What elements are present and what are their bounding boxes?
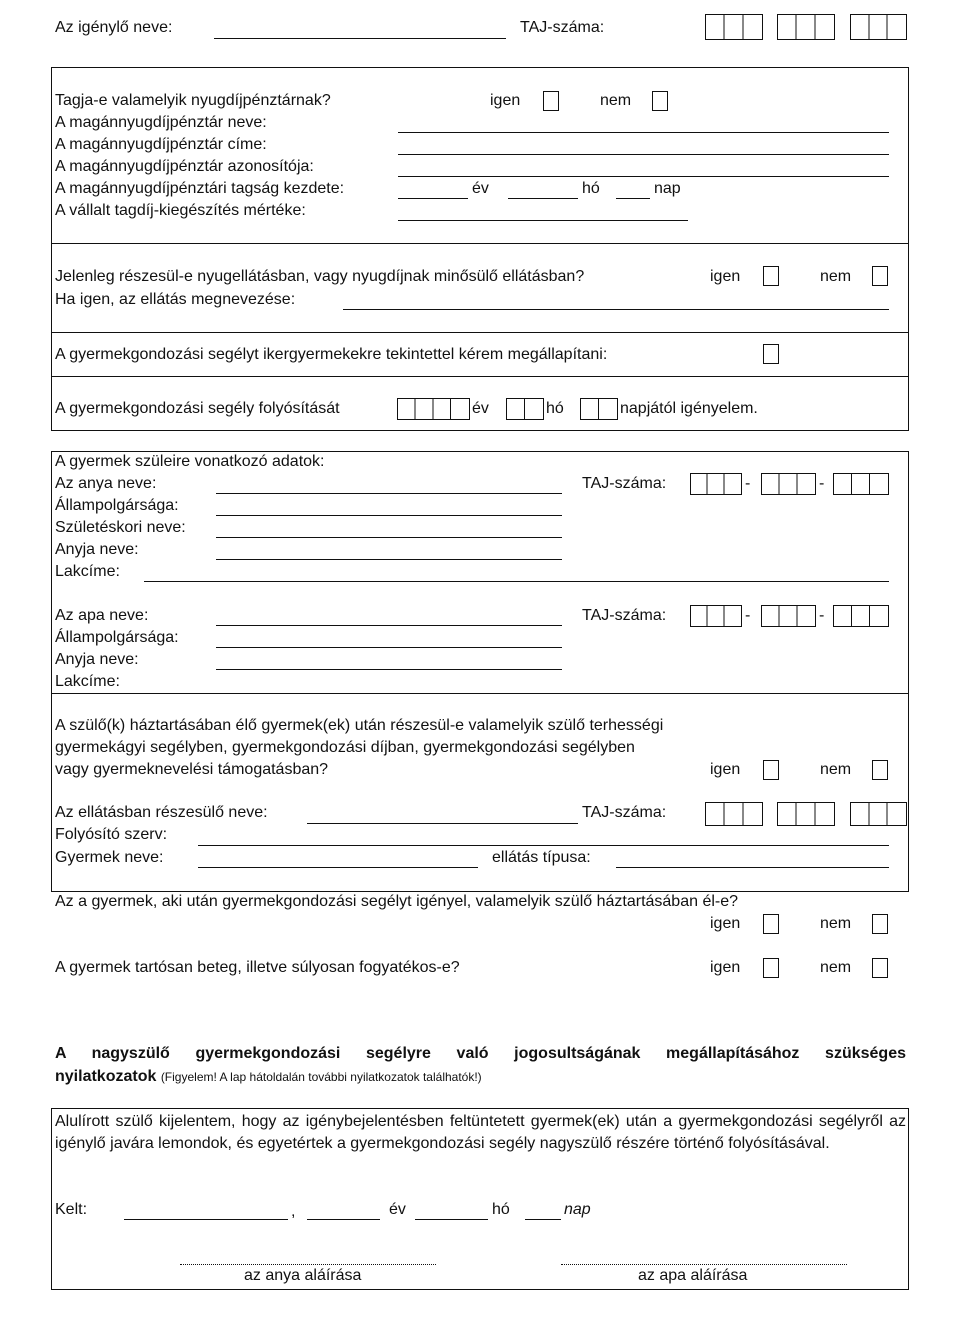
recipient-taj-label: TAJ-száma: [582,804,667,821]
mother-taj-box-1[interactable] [690,473,742,495]
payment-year-box[interactable] [397,398,470,420]
grandparent-heading-cont [55,1068,482,1086]
lives-with-yes-label: igen [710,915,741,932]
payment-month-box[interactable] [506,398,544,420]
membership-year-field[interactable] [398,198,468,199]
contribution-field[interactable] [398,220,688,221]
father-signature-line[interactable] [561,1264,847,1265]
benefit-type-field[interactable] [616,867,889,868]
benefit-no-checkbox[interactable] [872,266,888,286]
benefit-type-label: ellátás típusa: [492,849,591,866]
father-signature-label: az apa aláírása [638,1267,748,1284]
mother-taj-label: TAJ-száma: [582,475,667,492]
father-mothers-name-field[interactable] [216,669,562,670]
child-name-label: Gyermek neve: [55,849,164,866]
ill-yes-checkbox[interactable] [763,958,779,978]
pension-no-label: nem [600,92,632,109]
benefit-name-label: Ha igen, az ellátás megnevezése: [55,291,296,308]
applicant-taj-box-2[interactable] [777,14,835,40]
household-yes-label: igen [710,761,741,778]
date-year-label: év [389,1201,406,1218]
applicant-name-field[interactable] [214,38,506,39]
father-citizenship-field[interactable] [216,647,562,648]
date-year-field[interactable] [307,1219,380,1220]
divider [51,243,909,244]
twins-checkbox[interactable] [763,344,779,364]
mother-taj-box-3[interactable] [833,473,889,495]
pension-question: Tagja-e valamelyik nyugdíjpénztárnak? [55,92,331,109]
father-name-label: Az apa neve: [55,607,149,624]
mother-signature-line[interactable] [180,1264,436,1265]
child-ill-question: A gyermek tartósan beteg, illetve súlyosan fogyatékos-e? [55,959,460,976]
household-no-checkbox[interactable] [872,760,888,780]
household-no-label: nem [820,761,852,778]
date-place-field[interactable] [124,1219,288,1220]
ill-yes-label: igen [710,959,741,976]
taj-dash: - [745,607,751,624]
household-question-line1: A szülő(k) háztartásában élő gyermek(ek) után részesül-e valamelyik szülő terhességi [55,717,664,734]
membership-start-label: A magánnyugdíjpénztári tagság kezdete: [55,180,345,197]
lives-with-no-label: nem [820,915,852,932]
fund-id-field[interactable] [398,176,889,177]
date-label: Kelt: [55,1201,88,1218]
household-question-line3: vagy gyermeknevelési támogatásban? [55,761,329,778]
taj-label: TAJ-száma: [520,19,605,36]
father-address-label: Lakcíme: [55,673,120,690]
recipient-taj-box-3[interactable] [850,802,907,826]
payment-from-day-label: napjától igényelem. [620,400,758,417]
paying-org-field[interactable] [198,845,889,846]
taj-dash: - [819,475,825,492]
mother-citizenship-field[interactable] [216,515,562,516]
recipient-taj-box-1[interactable] [705,802,763,826]
ill-no-label: nem [820,959,852,976]
year-label: év [472,180,489,197]
father-citizenship-label: Állampolgársága: [55,629,179,646]
child-name-field[interactable] [198,867,478,868]
divider [51,376,909,377]
mother-birth-name-label: Születéskori neve: [55,519,186,536]
twins-text: A gyermekgondozási segélyt ikergyermekekre tekintettel kérem megállapítani: [55,346,608,363]
taj-dash: - [819,607,825,624]
divider [51,332,909,333]
membership-day-field[interactable] [616,198,650,199]
recipient-taj-box-2[interactable] [777,802,835,826]
child-lives-with-question: Az a gyermek, aki után gyermekgondozási segélyt igényel, valamelyik szülő háztartásában él-e? [55,893,739,910]
mother-taj-box-2[interactable] [761,473,816,495]
fund-id-label: A magánnyugdíjpénztár azonosítója: [55,158,314,175]
mother-mothers-name-field[interactable] [216,559,562,560]
date-day-label: nap [564,1201,591,1218]
lives-with-no-checkbox[interactable] [872,914,888,934]
father-taj-box-3[interactable] [833,605,889,627]
month-label: hó [582,180,600,197]
household-question-line2: gyermekágyi segélyben, gyermekgondozási díjban, gyermekgondozási segélyben [55,739,635,756]
lives-with-yes-checkbox[interactable] [763,914,779,934]
declaration-text: Alulírott szülő kijelentem, hogy az igénybejelentésben feltüntetett gyermek(ek) után a gyermekgondozási segélyről az igénylő javára lemondok, és egyetértek a gyermekgondozási segély nagyszülő részére történő folyósításával. [55,1113,906,1152]
father-taj-box-2[interactable] [761,605,816,627]
contribution-label: A vállalt tagdíj-kiegészítés mértéke: [55,202,306,219]
taj-dash: - [745,475,751,492]
parents-heading: A gyermek szüleire vonatkozó adatok: [55,453,325,470]
mother-mothers-name-label: Anyja neve: [55,541,139,558]
grandparent-heading: A nagyszülő gyermekgondozási segélyre való jogosultságának megállapításához szükséges [55,1045,906,1062]
date-day-field[interactable] [525,1219,561,1220]
mother-birth-name-field[interactable] [216,537,562,538]
recipient-name-field[interactable] [307,823,578,824]
applicant-name-label: Az igénylő neve: [55,19,173,36]
day-label: nap [654,180,681,197]
father-taj-label: TAJ-száma: [582,607,667,624]
mother-name-label: Az anya neve: [55,475,157,492]
membership-month-field[interactable] [508,198,578,199]
payment-text: A gyermekgondozási segély folyósítását [55,400,340,417]
benefit-yes-label: igen [710,268,741,285]
grandparent-heading-part2: nyilatkozatok [55,1068,157,1085]
benefit-question: Jelenleg részesül-e nyugellátásban, vagy nyugdíjnak minősülő ellátásban? [55,268,585,285]
recipient-name-label: Az ellátásban részesülő neve: [55,804,268,821]
date-comma: , [291,1203,296,1220]
father-taj-box-1[interactable] [690,605,742,627]
ill-no-checkbox[interactable] [872,958,888,978]
father-mothers-name-label: Anyja neve: [55,651,139,668]
pension-no-checkbox[interactable] [652,91,668,111]
divider [51,693,909,694]
fund-name-label: A magánnyugdíjpénztár neve: [55,114,267,131]
payment-year-label: év [472,400,489,417]
grandparent-note: (Figyelem! A lap hátoldalán további nyilatkozatok találhatók!) [160,1070,482,1084]
fund-address-label: A magánnyugdíjpénztár címe: [55,136,267,153]
father-name-field[interactable] [216,625,562,626]
mother-signature-label: az anya aláírása [244,1267,362,1284]
mother-address-field[interactable] [144,581,889,582]
fund-address-field[interactable] [398,154,889,155]
payment-month-label: hó [546,400,564,417]
fund-name-field[interactable] [398,132,889,133]
pension-yes-checkbox[interactable] [543,91,559,111]
pension-yes-label: igen [490,92,521,109]
applicant-taj-box-1[interactable] [705,14,763,40]
date-month-label: hó [492,1201,510,1218]
date-month-field[interactable] [415,1219,488,1220]
benefit-no-label: nem [820,268,852,285]
paying-org-label: Folyósító szerv: [55,826,168,843]
mother-address-label: Lakcíme: [55,563,120,580]
benefit-yes-checkbox[interactable] [763,266,779,286]
benefit-name-field[interactable] [343,309,889,310]
mother-name-field[interactable] [216,493,562,494]
household-yes-checkbox[interactable] [763,760,779,780]
applicant-taj-box-3[interactable] [850,14,907,40]
payment-day-box[interactable] [580,398,618,420]
mother-citizenship-label: Állampolgársága: [55,497,179,514]
